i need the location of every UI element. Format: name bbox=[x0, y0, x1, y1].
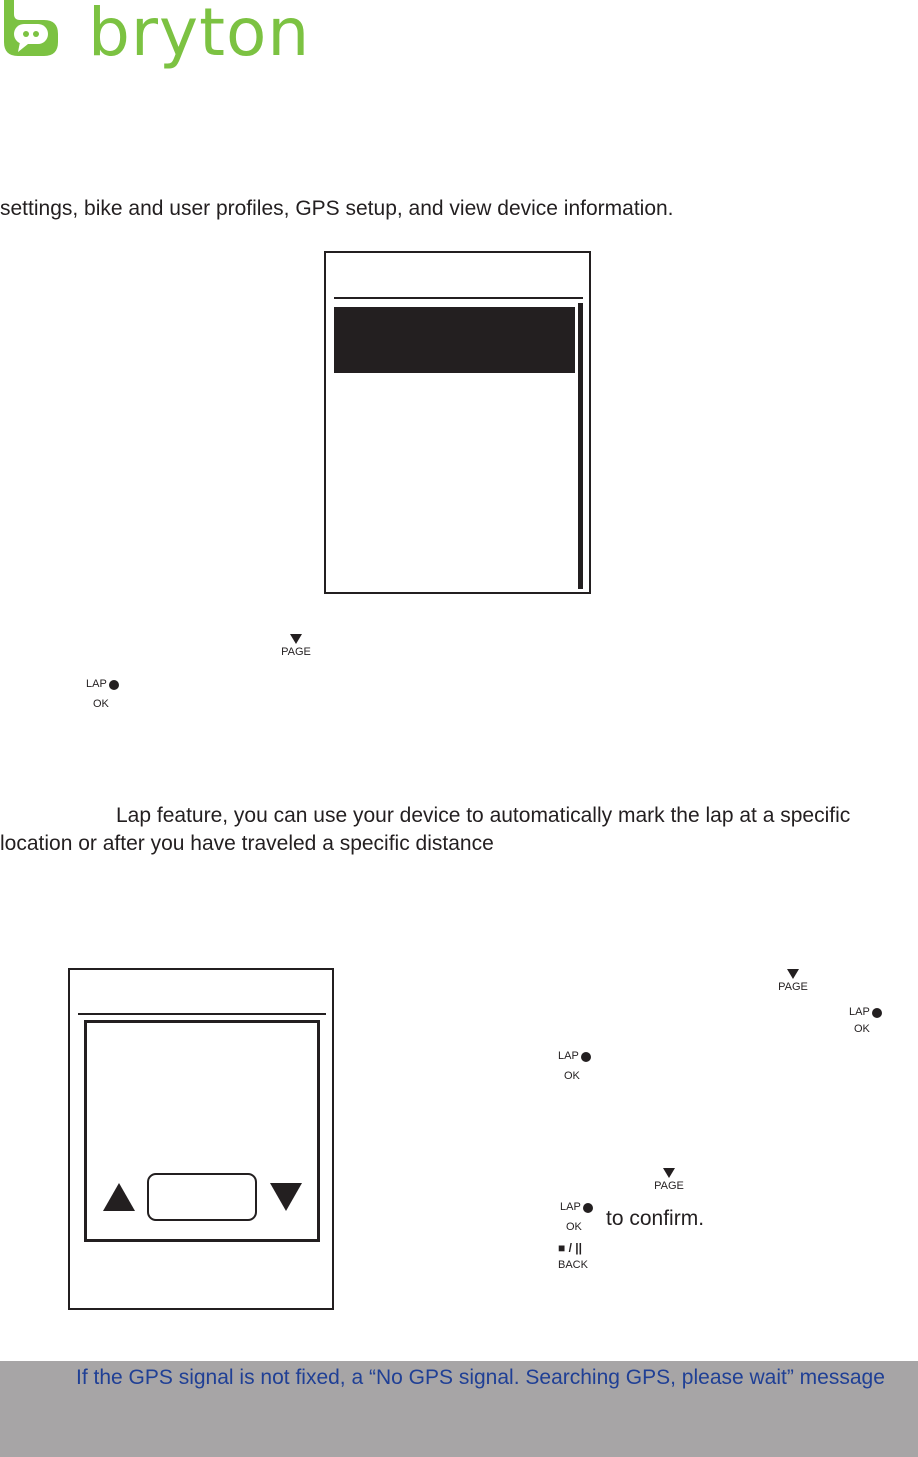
lap-section-line-2: location or after you have traveled a specific distance bbox=[0, 832, 494, 855]
screen-title-divider bbox=[78, 1013, 326, 1015]
lap-label: LAP bbox=[558, 1050, 579, 1062]
page-button-label: PAGE bbox=[281, 646, 311, 658]
value-field[interactable] bbox=[147, 1173, 257, 1221]
lap-ok-button[interactable] bbox=[849, 1006, 889, 1036]
note-text: If the GPS signal is not fixed, a “No GPS signal. Searching GPS, please wait” message bbox=[76, 1366, 885, 1389]
intro-text: settings, bike and user profiles, GPS setup, and view device information. bbox=[0, 197, 674, 220]
page-button[interactable] bbox=[773, 969, 813, 994]
bryton-logo-icon bbox=[0, 0, 62, 60]
ok-label: OK bbox=[564, 1070, 580, 1082]
device-screen-lap-setting bbox=[68, 968, 334, 1310]
ok-label: OK bbox=[854, 1023, 870, 1035]
lap-label: LAP bbox=[560, 1201, 581, 1213]
back-label: BACK bbox=[558, 1259, 588, 1271]
lap-ok-button[interactable] bbox=[558, 1050, 598, 1083]
dot-icon bbox=[872, 1008, 882, 1018]
page-button-label: PAGE bbox=[778, 981, 808, 993]
dot-icon bbox=[581, 1052, 591, 1062]
stop-back-button[interactable] bbox=[558, 1242, 598, 1272]
lap-ok-button[interactable] bbox=[560, 1201, 600, 1234]
dot-icon bbox=[109, 680, 119, 690]
lap-label: LAP bbox=[849, 1006, 870, 1018]
confirm-text: to confirm. bbox=[606, 1207, 705, 1230]
page-button[interactable] bbox=[276, 634, 316, 659]
triangle-down-icon bbox=[787, 969, 799, 979]
menu-scrollbar[interactable] bbox=[578, 303, 583, 589]
screen-title-divider bbox=[334, 297, 583, 299]
ok-label: OK bbox=[566, 1221, 582, 1233]
brand-logo-text: bryton bbox=[88, 0, 311, 71]
triangle-up-icon[interactable] bbox=[103, 1183, 135, 1211]
menu-selection-highlight[interactable] bbox=[334, 307, 575, 373]
triangle-down-icon[interactable] bbox=[270, 1183, 302, 1211]
setting-dialog bbox=[84, 1020, 320, 1242]
ok-label: OK bbox=[93, 698, 109, 710]
page-button[interactable] bbox=[649, 1168, 689, 1193]
stop-pause-icon: ■ / || bbox=[558, 1241, 582, 1255]
triangle-down-icon bbox=[663, 1168, 675, 1178]
device-screen-settings-menu bbox=[324, 251, 591, 594]
lap-ok-button[interactable] bbox=[86, 678, 126, 711]
lap-label: LAP bbox=[86, 678, 107, 690]
triangle-down-icon bbox=[290, 634, 302, 644]
lap-section-line-1: Lap feature, you can use your device to automatically mark the lap at a specific bbox=[116, 804, 851, 827]
dot-icon bbox=[583, 1203, 593, 1213]
page-button-label: PAGE bbox=[654, 1180, 684, 1192]
